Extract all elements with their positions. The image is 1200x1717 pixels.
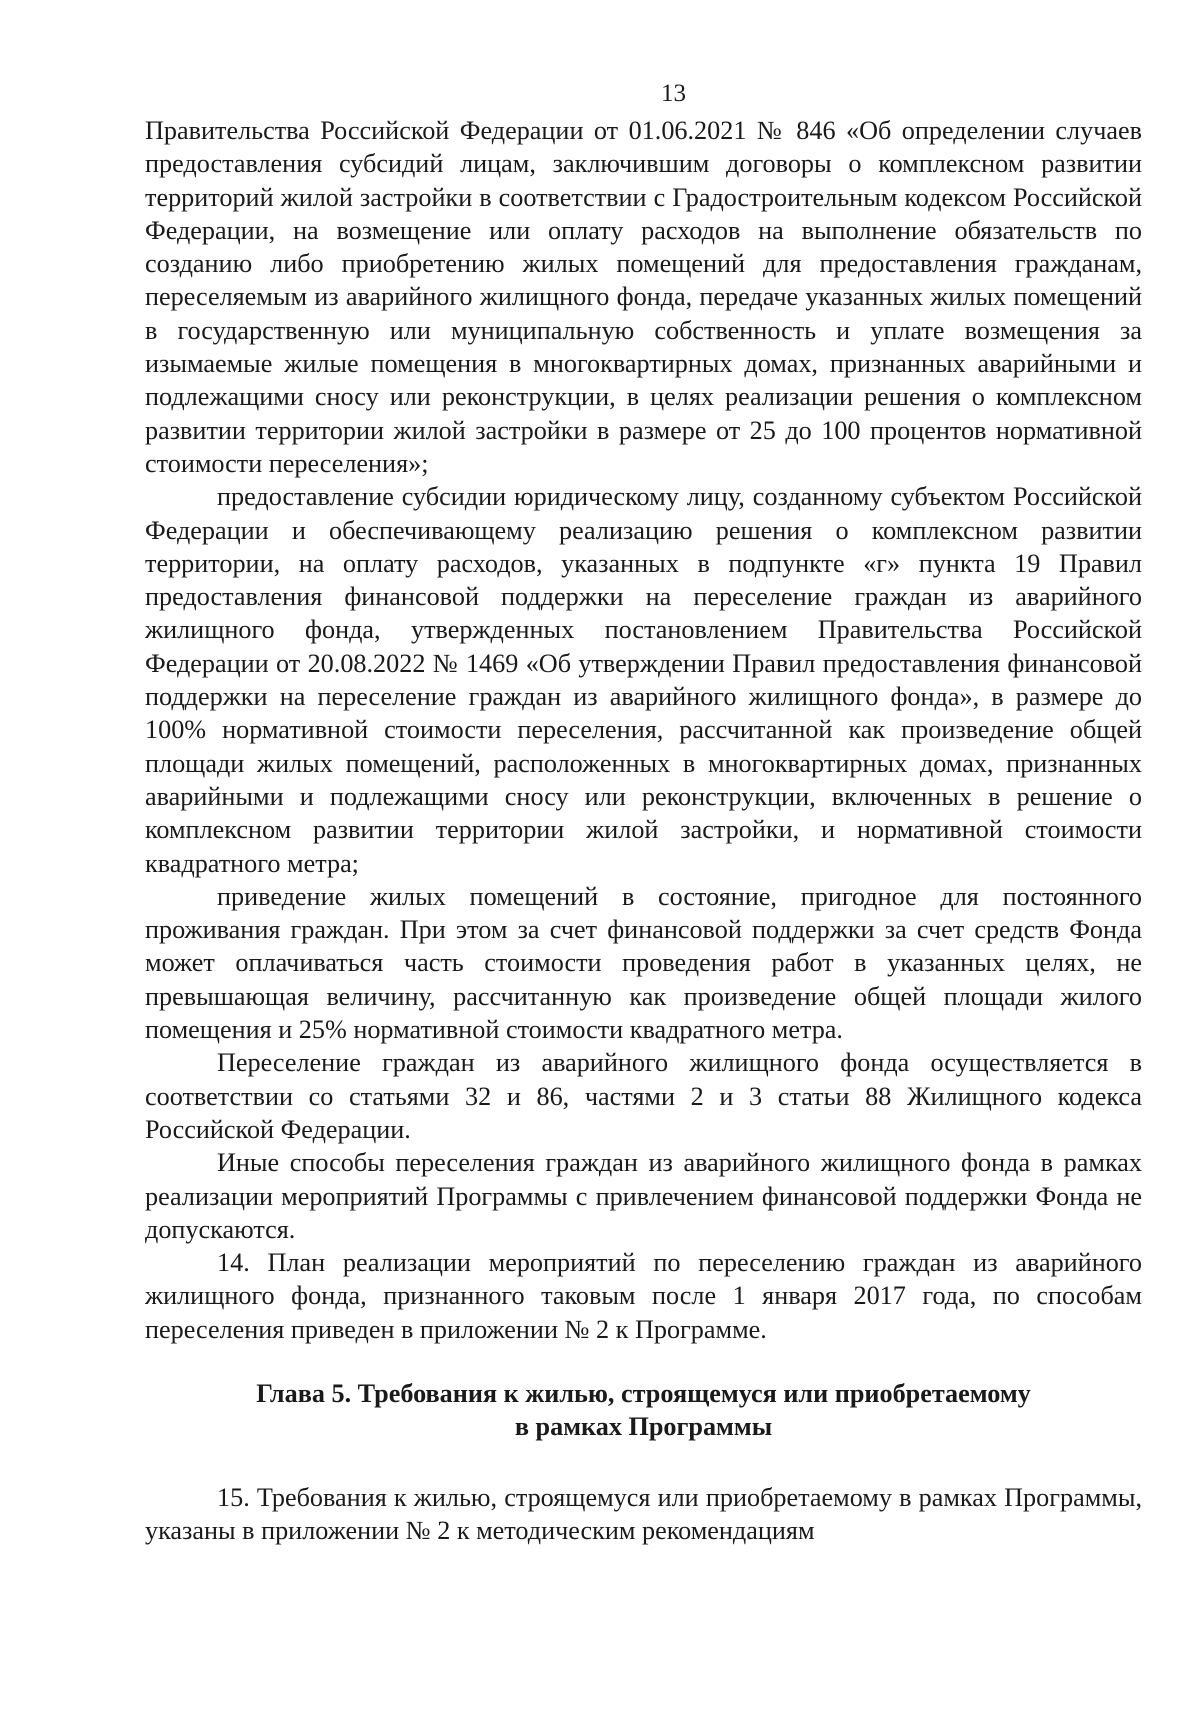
paragraph-6: 14. План реализации мероприятий по переселению граждан из аварийного жилищного фонда, признанного таковым после 1 января 2017 года, по способам переселения приведен в приложении № 2 к Программе.	[145, 1248, 1142, 1344]
chapter-title-line-2: в рамках Программы	[514, 1412, 773, 1442]
paragraph-4: Переселение граждан из аварийного жилищного фонда осуществляется в соответствии со статьями 32 и 86, частями 2 и 3 статьи 88 Жилищного кодекса Российской Федерации.	[145, 1048, 1142, 1144]
paragraph-5: Иные способы переселения граждан из аварийного жилищного фонда в рамках реализации мероприятий Программы с привлечением финансовой поддержки Фонда не допускаются.	[145, 1148, 1142, 1244]
chapter-title-line-1: Глава 5. Требования к жилью, строящемуся или приобретаемому	[256, 1378, 1031, 1408]
paragraph-2: предоставление субсидии юридическому лицу, созданному субъектом Российской Федерации и обеспечивающему реализацию решения о комплексном развитии территории, на оплату расходов, указанных в подпункте «г» пункта 19 Правил предоставления финансовой поддержки на переселение граждан из аварийного жилищного фонда, утвержденных постановлением Правительства Российской Федерации от 20.08.2022 № 1469 «Об утверждении Правил предоставления финансовой поддержки на переселение граждан из аварийного жилищного фонда», в размере до 100% нормативной стоимости переселения, рассчитанной как произведение общей площади жилых помещений, расположенных в многоквартирных домах, признанных аварийными и подлежащими сносу или реконструкции, включенных в решение о комплексном развитии территории жилой застройки, и нормативной стоимости квадратного метра;	[145, 482, 1142, 878]
page-number: 13	[661, 80, 686, 107]
paragraph-7: 15. Требования к жилью, строящемуся или приобретаемому в рамках Программы, указаны в приложении № 2 к методическим рекомендациям	[145, 1482, 1142, 1545]
paragraph-3: приведение жилых помещений в состояние, пригодное для постоянного проживания граждан. При этом за счет финансовой поддержки за счет средств Фонда может оплачиваться часть стоимости проведения работ в указанных целях, не превышающая величину, рассчитанную как произведение общей площади жилого помещения и 25% нормативной стоимости квадратного метра.	[145, 881, 1142, 1045]
paragraph-1: Правительства Российской Федерации от 01.06.2021 № 846 «Об определении случаев предоставления субсидий лицам, заключившим договоры о комплексном развитии территорий жилой застройки в соответствии с Градостроительным кодексом Российской Федерации, на возмещение или оплату расходов на выполнение обязательств по созданию либо приобретению жилых помещений для предоставления гражданам, переселяемым из аварийного жилищного фонда, передаче указанных жилых помещений в государственную или муниципальную собственность и уплате возмещения за изымаемые жилые помещения в многоквартирных домах, признанных аварийными и подлежащими сносу или реконструкции, в целях реализации решения о комплексном развитии территории жилой застройки в размере от 25 до 100 процентов нормативной стоимости переселения»;	[145, 116, 1142, 478]
chapter-title	[145, 1377, 1142, 1444]
